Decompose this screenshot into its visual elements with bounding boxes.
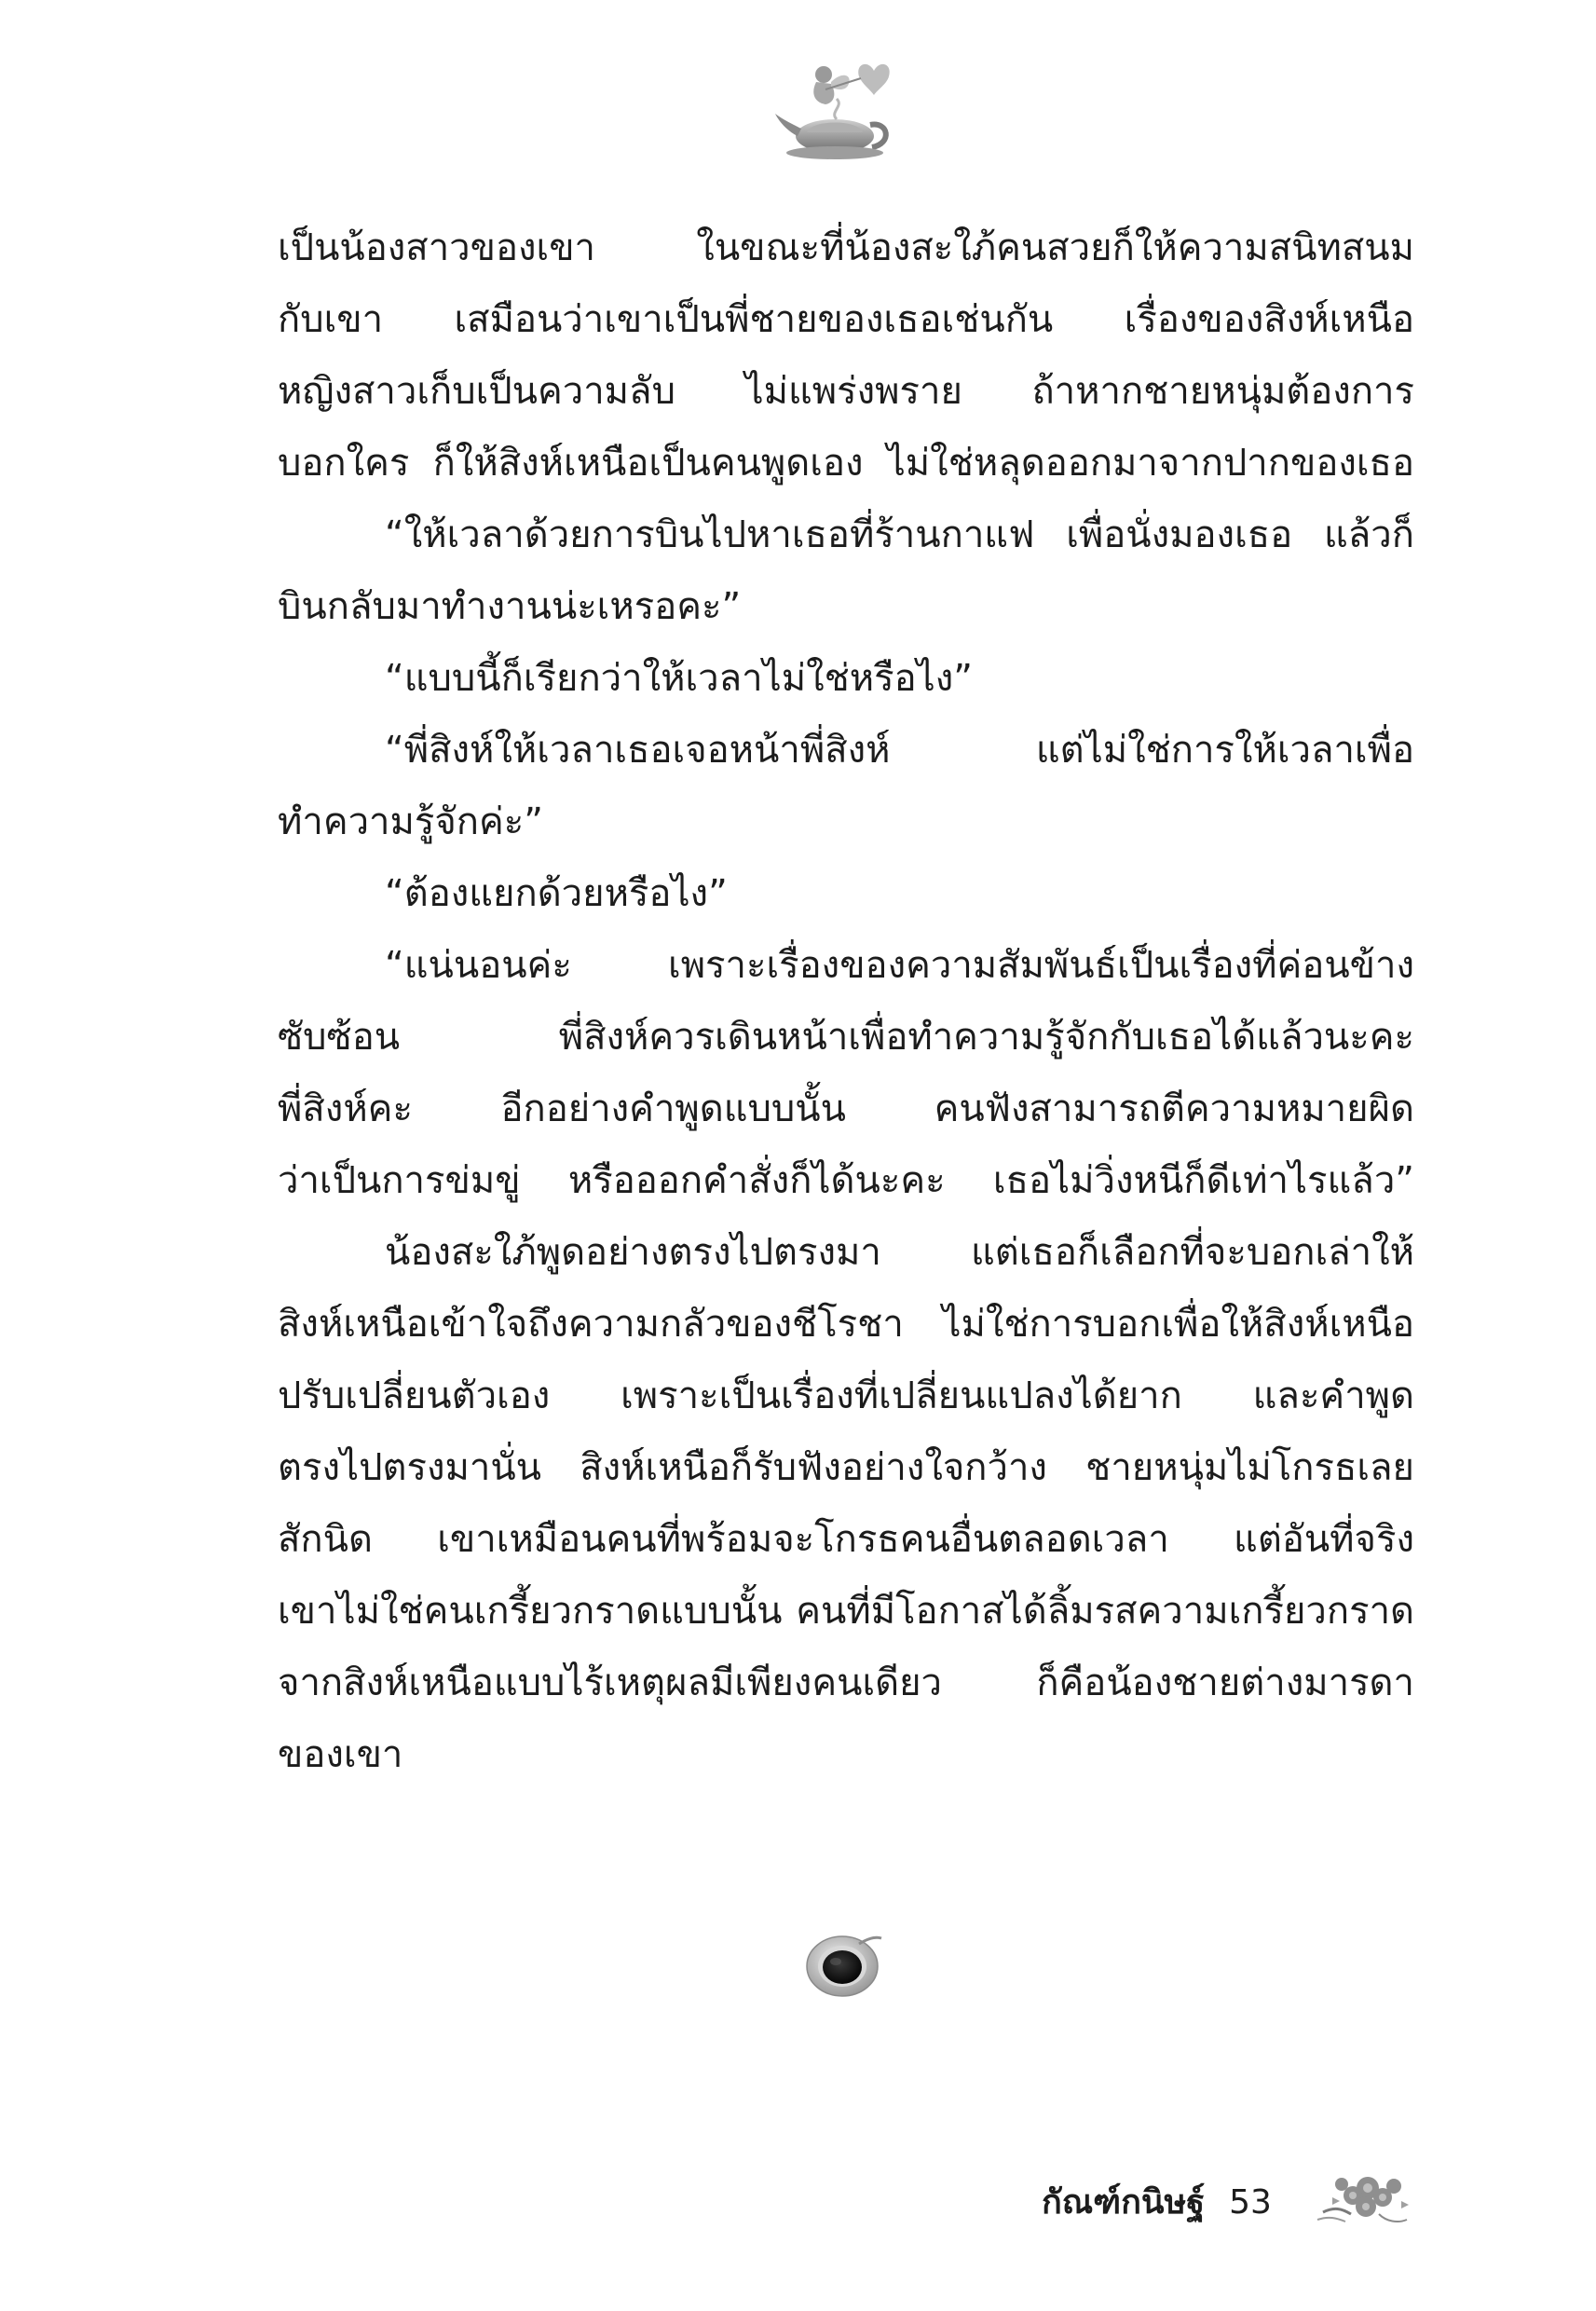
text-line: “ให้เวลาด้วยการบินไปหาเธอที่ร้านกาแฟ เพื่อนั่งมองเธอ แล้วก็: [385, 513, 1414, 556]
text-line: ซับซ้อน พี่สิงห์ควรเดินหน้าเพื่อทำความรู้จักกับเธอได้แล้วนะคะ: [278, 1016, 1414, 1059]
text-line: ตรงไปตรงมานั่น สิงห์เหนือก็รับฟังอย่างใจกว้าง ชายหนุ่มไม่โกรธเลย: [278, 1446, 1414, 1489]
story-text: [278, 212, 1414, 1791]
text-line: พี่สิงห์คะ อีกอย่างคำพูดแบบนั้น คนฟังสามารถตีความหมายผิด: [278, 1087, 1414, 1130]
text-line: น้องสะใภ้พูดอย่างตรงไปตรงมา แต่เธอก็เลือกที่จะบอกเล่าให้: [385, 1231, 1414, 1274]
text-line: ของเขา: [278, 1733, 403, 1776]
text-line: “ต้องแยกด้วยหรือไง”: [385, 872, 728, 915]
coffee-cup-icon: [803, 1925, 887, 2000]
text-line: “แน่นอนค่ะ เพราะเรื่องของความสัมพันธ์เป็นเรื่องที่ค่อนข้าง: [385, 944, 1414, 987]
teapot-cherub-icon: [770, 54, 909, 166]
text-line: “พี่สิงห์ให้เวลาเธอเจอหน้าพี่สิงห์ แต่ไม่ใช่การให้เวลาเพื่อ: [385, 729, 1414, 772]
text-line: สิงห์เหนือเข้าใจถึงความกลัวของชีโรชา ไม่ใช่การบอกเพื่อให้สิงห์เหนือ: [278, 1303, 1414, 1346]
text-line: ปรับเปลี่ยนตัวเอง เพราะเป็นเรื่องที่เปลี่ยนแปลงได้ยาก และคำพูด: [278, 1374, 1414, 1417]
text-line: ทำความรู้จักค่ะ”: [278, 800, 543, 843]
page-number: 53: [1229, 2183, 1272, 2222]
text-line: กับเขา เสมือนว่าเขาเป็นพี่ชายของเธอเช่นกัน เรื่องของสิงห์เหนือ: [278, 298, 1414, 341]
text-line: จากสิงห์เหนือแบบไร้เหตุผลมีเพียงคนเดียว ก็คือน้องชายต่างมารดา: [278, 1661, 1414, 1704]
text-line: เขาไม่ใช่คนเกรี้ยวกราดแบบนั้น คนที่มีโอกาสได้ลิ้มรสความเกรี้ยวกราด: [278, 1590, 1414, 1633]
text-line: ว่าเป็นการข่มขู่ หรือออกคำสั่งก็ได้นะคะ เธอไม่วิ่งหนีก็ดีเท่าไรแล้ว”: [278, 1159, 1414, 1202]
text-line: หญิงสาวเก็บเป็นความลับ ไม่แพร่งพราย ถ้าหากชายหนุ่มต้องการ: [278, 370, 1414, 413]
flower-bouquet-icon: [1314, 2160, 1416, 2235]
text-line: สักนิด เขาเหมือนคนที่พร้อมจะโกรธคนอื่นตลอดเวลา แต่อันที่จริง: [278, 1518, 1414, 1561]
text-line: บอกใคร ก็ให้สิงห์เหนือเป็นคนพูดเอง ไม่ใช่หลุดออกมาจากปากของเธอ: [278, 442, 1414, 485]
text-line: บินกลับมาทำงานน่ะเหรอคะ”: [278, 585, 742, 628]
page-footer: [1042, 2175, 1272, 2231]
text-line: เป็นน้องสาวของเขา ในขณะที่น้องสะใภ้คนสวยก็ให้ความสนิทสนม: [278, 226, 1414, 269]
text-line: “แบบนี้ก็เรียกว่าให้เวลาไม่ใช่หรือไง”: [385, 657, 973, 700]
book-title: กัณฑ์กนิษฐ์: [1042, 2183, 1206, 2222]
